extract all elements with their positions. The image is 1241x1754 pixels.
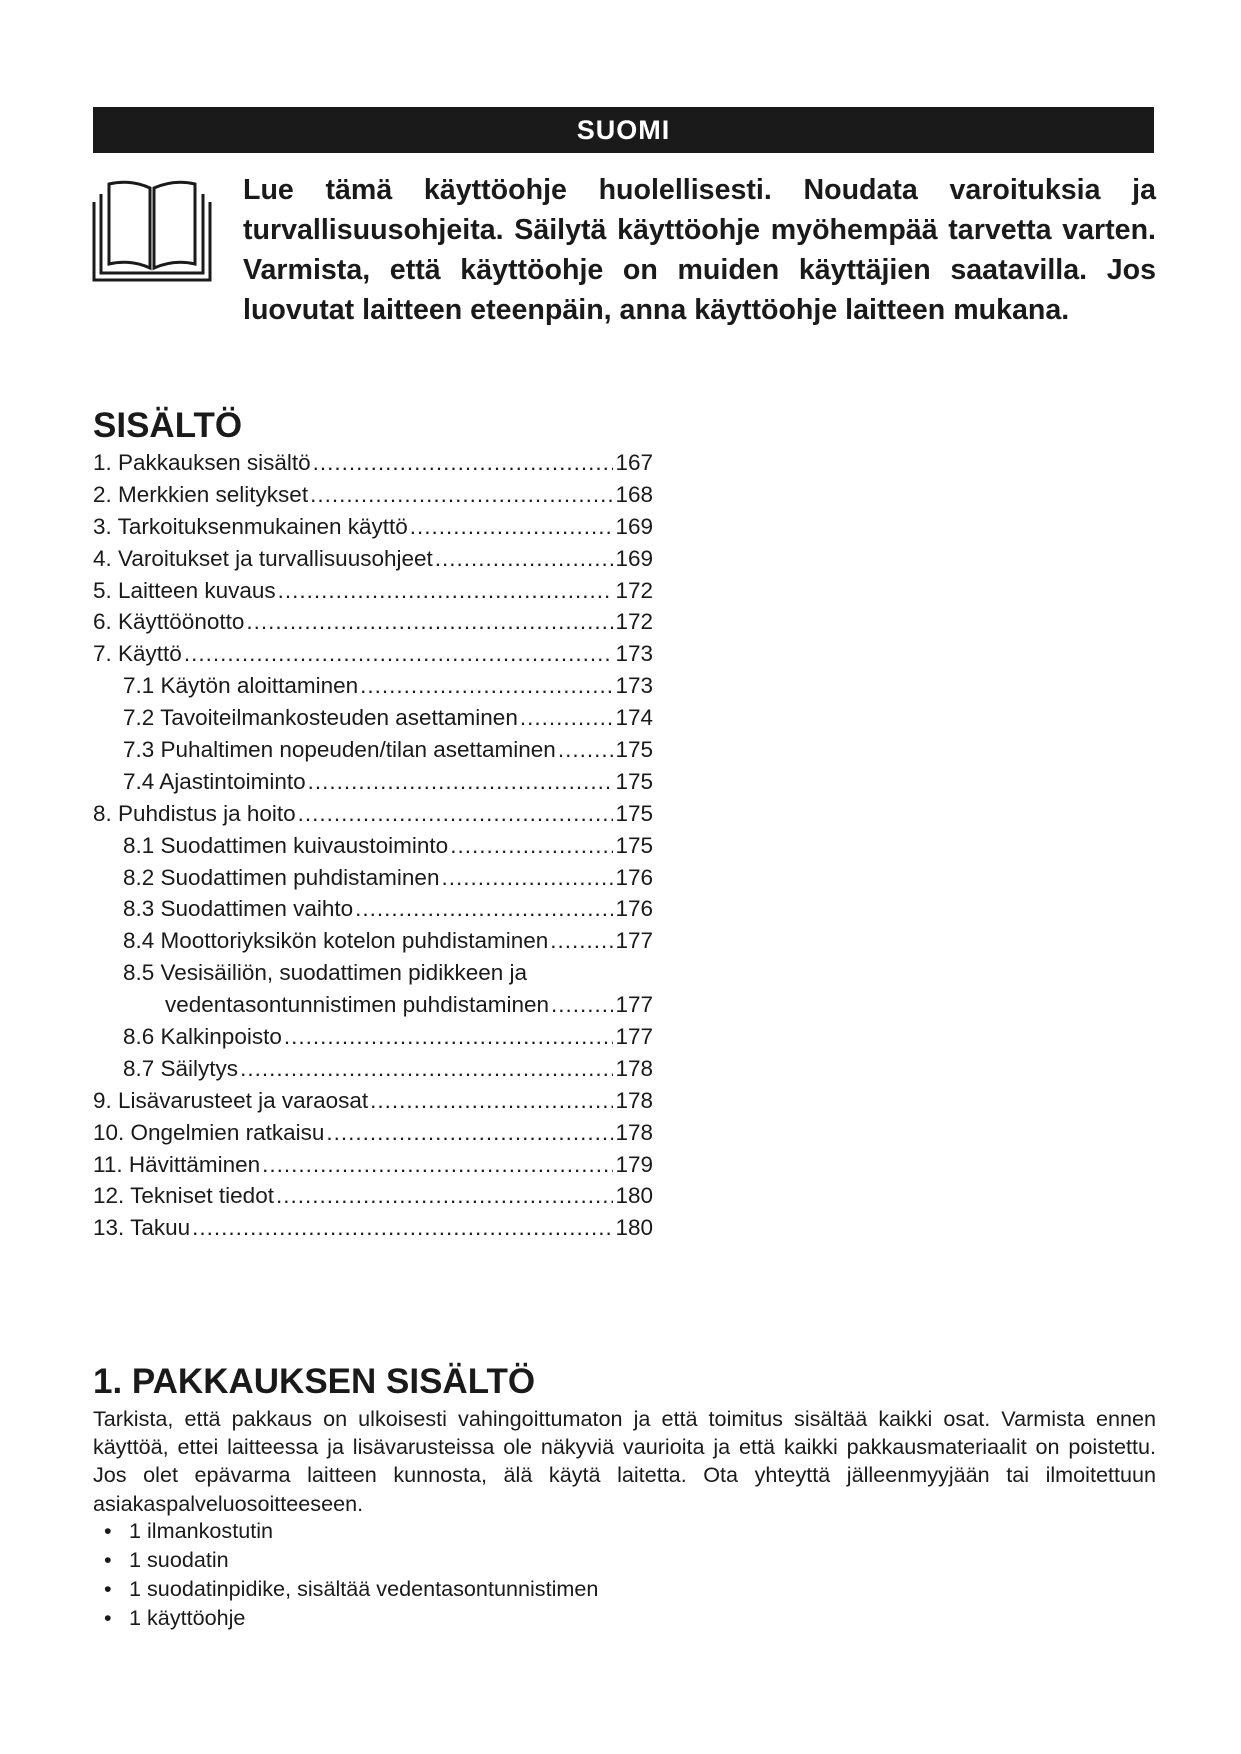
bullet-marker: • xyxy=(104,1576,112,1601)
toc-dot-leader xyxy=(551,989,613,1021)
toc-entry-page: 169 xyxy=(615,513,653,539)
bullet-marker: • xyxy=(104,1547,112,1572)
toc-entry-label: 7.4 Ajastintoiminto xyxy=(123,768,306,794)
toc-entry[interactable] xyxy=(93,479,653,511)
toc-entry[interactable] xyxy=(93,798,653,830)
toc-entry-label: 5. Laitteen kuvaus xyxy=(93,577,276,603)
toc-entry[interactable] xyxy=(93,1053,653,1085)
toc-entry[interactable] xyxy=(93,1117,653,1149)
toc-entry-page: 177 xyxy=(615,1024,653,1050)
toc-entry-page: 175 xyxy=(615,832,653,858)
list-item xyxy=(93,1516,598,1545)
toc-dot-leader xyxy=(360,670,613,702)
toc-entry[interactable] xyxy=(93,606,653,638)
toc-entry[interactable] xyxy=(93,862,653,894)
toc-entry-page: 179 xyxy=(615,1151,653,1177)
toc-entry[interactable] xyxy=(93,511,653,543)
toc-dot-leader xyxy=(558,734,614,766)
toc-entry[interactable] xyxy=(93,575,653,607)
toc-entry[interactable] xyxy=(93,893,653,925)
list-item xyxy=(93,1574,598,1603)
toc-entry-page: 177 xyxy=(615,992,653,1018)
toc-entry[interactable] xyxy=(93,1149,653,1181)
toc-entry-label: 8.7 Säilytys xyxy=(123,1055,239,1081)
toc-entry-label: 9. Lisävarusteet ja varaosat xyxy=(93,1087,369,1113)
language-banner xyxy=(93,107,1154,153)
toc-dot-leader xyxy=(246,606,613,638)
table-of-contents xyxy=(93,447,653,1244)
toc-dot-leader xyxy=(435,543,614,575)
toc-entry-page: 176 xyxy=(615,864,653,890)
toc-entry-label: 6. Käyttöönotto xyxy=(93,609,245,635)
toc-entry-page: 177 xyxy=(615,928,653,954)
toc-dot-leader xyxy=(262,1149,613,1181)
toc-dot-leader xyxy=(441,862,613,894)
toc-dot-leader xyxy=(450,830,613,862)
toc-entry-label: 8.5 Vesisäiliön, suodattimen pidikkeen ja xyxy=(123,960,528,986)
toc-entry-label: 8.1 Suodattimen kuivaustoiminto xyxy=(123,832,449,858)
toc-entry-label: 12. Tekniset tiedot xyxy=(93,1183,274,1209)
toc-dot-leader xyxy=(276,1180,613,1212)
toc-entry-page: 169 xyxy=(615,545,653,571)
intro-text: Lue tämä käyttöohje huolellisesti. Noudata varoituksia ja turvallisuusohjeita. Säilytä käyttöohje myöhempää tarvetta varten. Varmista, että käyttöohje on muiden käyttäjien saatavilla. Jos luovutat laitteen eteenpäin, anna käyttöohje laitteen mukana. xyxy=(243,174,1156,326)
toc-dot-leader xyxy=(410,511,614,543)
toc-entry-label: 8. Puhdistus ja hoito xyxy=(93,800,296,826)
toc-entry[interactable] xyxy=(93,543,653,575)
toc-dot-leader xyxy=(284,1021,614,1053)
toc-dot-leader xyxy=(278,575,614,607)
toc-entry-page: 175 xyxy=(615,768,653,794)
toc-entry-label: 3. Tarkoituksenmukainen käyttö xyxy=(93,513,408,539)
toc-entry[interactable] xyxy=(93,830,653,862)
toc-dot-leader xyxy=(550,925,613,957)
toc-entry-page: 175 xyxy=(615,737,653,763)
toc-title: SISÄLTÖ xyxy=(93,406,243,445)
toc-dot-leader xyxy=(313,447,614,479)
toc-entry-label: 8.3 Suodattimen vaihto xyxy=(123,896,354,922)
toc-dot-leader xyxy=(520,702,614,734)
toc-entry[interactable] xyxy=(93,1085,653,1117)
toc-entry-page: 178 xyxy=(615,1055,653,1081)
toc-entry-page: 180 xyxy=(615,1215,653,1241)
toc-entry-label: vedentasontunnistimen puhdistaminen xyxy=(165,992,550,1018)
toc-entry[interactable] xyxy=(93,734,653,766)
toc-dot-leader xyxy=(184,638,614,670)
open-book-icon xyxy=(92,180,212,282)
toc-entry-page: 178 xyxy=(615,1119,653,1145)
toc-entry[interactable] xyxy=(93,925,653,957)
list-item-text: 1 suodatin xyxy=(129,1547,229,1572)
toc-dot-leader xyxy=(240,1053,613,1085)
toc-entry-label: 8.4 Moottoriyksikön kotelon puhdistaminen xyxy=(123,928,549,954)
toc-entry-page: 178 xyxy=(615,1087,653,1113)
toc-entry[interactable] xyxy=(93,702,653,734)
bullet-marker: • xyxy=(104,1605,112,1630)
list-item-text: 1 käyttöohje xyxy=(129,1605,246,1630)
toc-entry-page: 175 xyxy=(615,800,653,826)
toc-entry-label: 13. Takuu xyxy=(93,1215,191,1241)
contents-list xyxy=(93,1516,598,1632)
toc-entry-label: 7.2 Tavoiteilmankosteuden asettaminen xyxy=(123,705,518,731)
toc-entry[interactable] xyxy=(93,957,653,989)
toc-entry-page: 173 xyxy=(615,641,653,667)
list-item xyxy=(93,1603,598,1632)
toc-entry[interactable] xyxy=(93,1021,653,1053)
toc-entry-label: 7. Käyttö xyxy=(93,641,182,667)
toc-entry-label: 10. Ongelmien ratkaisu xyxy=(93,1119,325,1145)
toc-entry-page: 173 xyxy=(615,673,653,699)
toc-entry-page: 172 xyxy=(615,577,653,603)
toc-entry-page: 180 xyxy=(615,1183,653,1209)
toc-entry-label: 7.1 Käytön aloittaminen xyxy=(123,673,359,699)
toc-dot-leader xyxy=(326,1117,613,1149)
toc-entry-label: 8.6 Kalkinpoisto xyxy=(123,1024,282,1050)
list-item xyxy=(93,1545,598,1574)
toc-entry-page: 172 xyxy=(615,609,653,635)
list-item-text: 1 suodatinpidike, sisältää vedentasontunnistimen xyxy=(129,1576,599,1601)
toc-entry-label: 8.2 Suodattimen puhdistaminen xyxy=(123,864,440,890)
toc-dot-leader xyxy=(355,893,613,925)
language-label: SUOMI xyxy=(576,114,671,145)
toc-dot-leader xyxy=(298,798,614,830)
section-title: 1. PAKKAUKSEN SISÄLTÖ xyxy=(93,1362,536,1401)
toc-entry-label: 2. Merkkien selitykset xyxy=(93,481,309,507)
toc-entry[interactable] xyxy=(93,766,653,798)
toc-entry-label: 4. Varoitukset ja turvallisuusohjeet xyxy=(93,545,433,571)
toc-entry-label: 11. Hävittäminen xyxy=(93,1151,261,1177)
toc-entry[interactable] xyxy=(93,638,653,670)
toc-entry-page: 176 xyxy=(615,896,653,922)
toc-dot-leader xyxy=(308,766,614,798)
list-item-text: 1 ilmankostutin xyxy=(129,1518,274,1543)
toc-entry[interactable] xyxy=(93,670,653,702)
toc-dot-leader xyxy=(370,1085,613,1117)
toc-entry[interactable] xyxy=(93,447,653,479)
toc-entry[interactable] xyxy=(93,1212,653,1244)
toc-entry-label: 7.3 Puhaltimen nopeuden/tilan asettaminen xyxy=(123,737,556,763)
toc-entry[interactable] xyxy=(93,989,653,1021)
toc-entry-page: 167 xyxy=(615,450,653,475)
toc-entry-label: 1. Pakkauksen sisältö xyxy=(93,450,311,475)
toc-entry-page: 174 xyxy=(615,705,653,731)
toc-dot-leader xyxy=(192,1212,613,1244)
section-paragraph: Tarkista, että pakkaus on ulkoisesti vahingoittumaton ja että toimitus sisältää kaikki osat. Varmista ennen käyttöä, ettei laitteessa ja lisävarusteissa ole näkyviä vaurioita ja että kaikki pakkausmateriaalit on poistettu. Jos olet epävarma laitteen kunnosta, älä käytä laitetta. Ota yhteyttä jälleenmyyjään tai ilmoitettuun asiakaspalveluosoitteeseen. xyxy=(93,1406,1156,1516)
bullet-marker: • xyxy=(104,1518,112,1543)
toc-entry-page: 168 xyxy=(615,481,653,507)
toc-dot-leader xyxy=(310,479,613,511)
toc-entry[interactable] xyxy=(93,1180,653,1212)
